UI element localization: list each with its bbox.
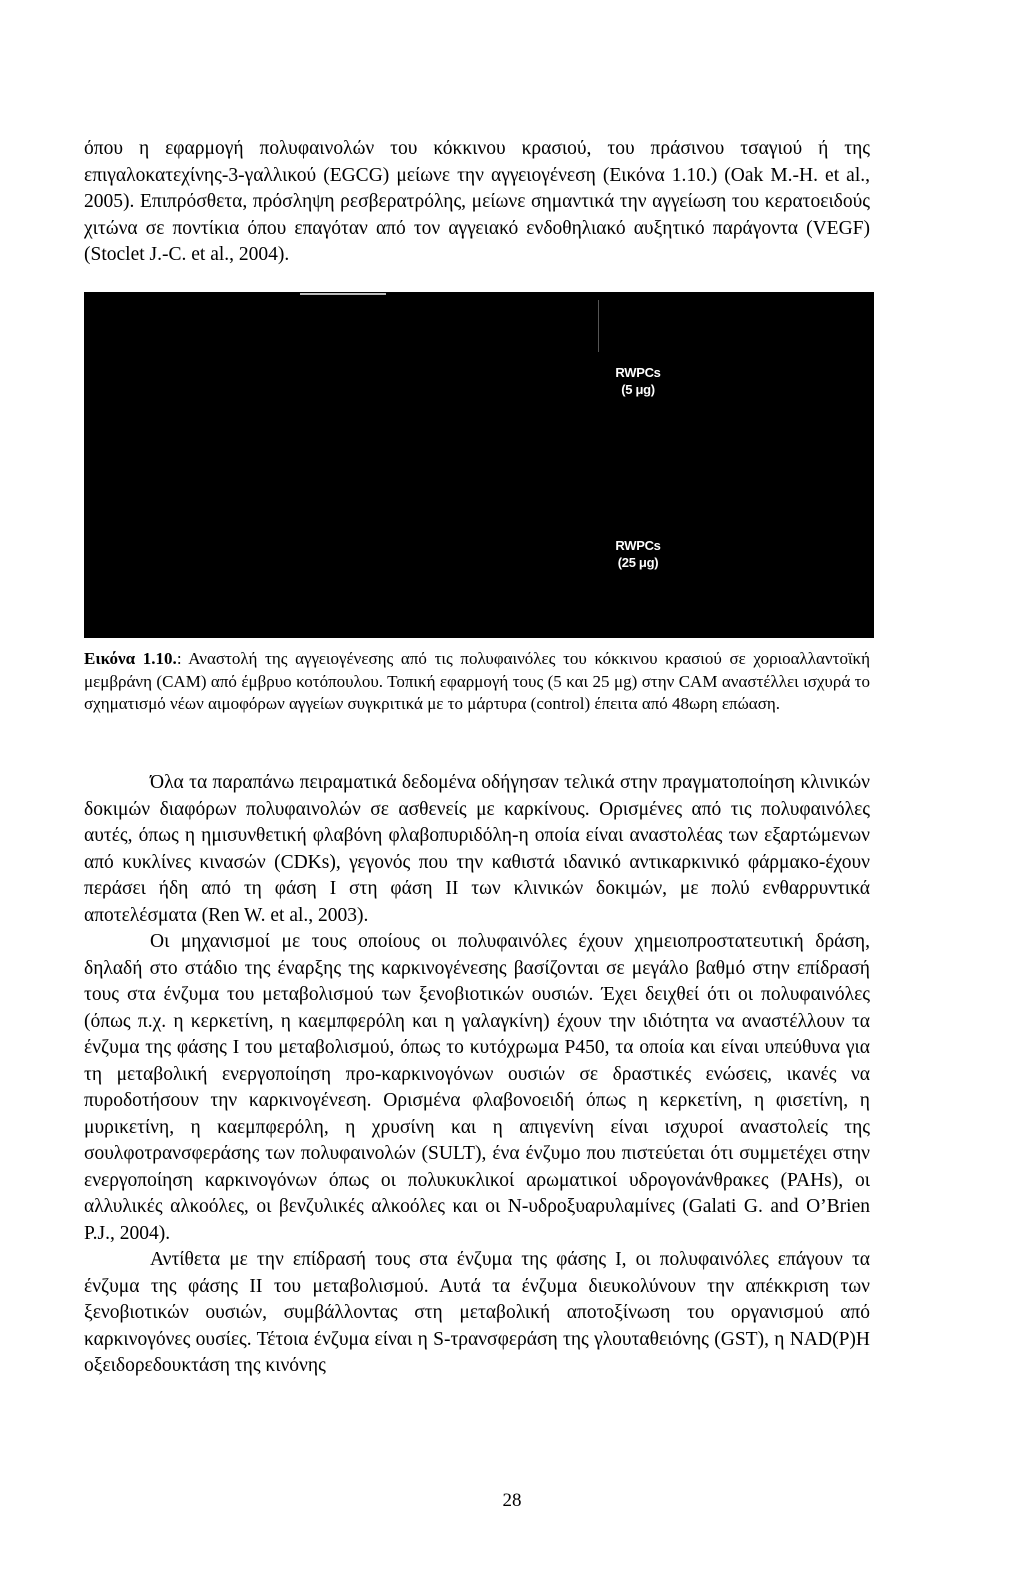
intro-text-block [84, 136, 870, 269]
figure-label-25ug-line-1: RWPCs [615, 538, 661, 553]
figure-label-25ug-line-2: (25 μg) [617, 555, 659, 570]
figure-artifact-line [598, 300, 599, 352]
cam-figure-photo [84, 292, 874, 638]
body-paragraph-2: Οι μηχανισμοί με τους οποίους οι πολυφαινόλες έχουν χημειοπροστατευτική δράση, δηλαδή στο στάδιο της έναρξης της καρκινογένεσης βασίζονται σε μεγάλο βαθμό στην επίδρασή τους στα ένζυμα του μεταβολισμού των ξενοβιοτικών ουσιών. Έχει δειχθεί ότι οι πολυφαινόλες (όπως π.χ. η κερκετίνη, η καεμπφερόλη και η γαλαγκίνη) έχουν την ιδιότητα να αναστέλλουν τα ένζυμα της φάσης Ι του μεταβολισμού, όπως το κυτόχρωμα P450, τα οποία και είναι υπεύθυνα για τη μεταβολική ενεργοποίηση προ-καρκινογόνων ουσιών σε δραστικές ενώσεις, ικανές να πυροδοτήσουν την καρκινογένεση. Ορισμένα φλαβονοειδή όπως η κερκετίνη, η φισετίνη, η μυρικετίνη, η καεμπφερόλη, η χρυσίνη και η απιγενίνη είναι ισχυροί αναστολείς της σουλφοτρανσφεράσης των πολυφαινολών (SULT), ένα ένζυμο που πιστεύεται ότι συμμετέχει στην ενεργοποίηση καρκινογόνων όπως οι πολυκυκλικοί αρωματικοί υδρογονάνθρακες (PAHs), οι αλλυλικές αλκοόλες, οι βενζυλικές αλκοόλες και οι N-υδροξυαρυλαμίνες (Galati G. and O’Brien P.J., 2004). [84, 931, 870, 1244]
page-number: 28 [502, 1490, 522, 1511]
intro-paragraph: όπου η εφαρμογή πολυφαινολών του κόκκινου κρασιού, του πράσινου τσαγιού ή της επιγαλοκατεχίνης-3-γαλλικού (EGCG) μείωνε την αγγειογένεση (Εικόνα 1.10.) (Oak M.-H. et al., 2005). Επιπρόσθετα, πρόσληψη ρεσβερατρόλης, μείωνε σημαντικά την αγγείωση του κερατοειδούς χιτώνα σε ποντίκια όπου επαγόταν από τον αγγειακό ενδοθηλιακό αυξητικό παράγοντα (VEGF) (Stoclet J.-C. et al., 2004). [84, 138, 870, 265]
figure-caption [84, 648, 870, 716]
figure-caption-label: Εικόνα 1.10. [84, 649, 177, 668]
figure-label-5ug [606, 364, 670, 398]
figure-label-5ug-line-1: RWPCs [615, 365, 661, 380]
figure-label-25ug [606, 537, 670, 571]
figure-caption-text: : Αναστολή της αγγειογένεσης από τις πολυφαινόλες του κόκκινου κρασιού σε χοριοαλλαντοϊκή μεμβράνη (CAM) από έμβρυο κοτόπουλου. Τοπική εφαρμογή τους (5 και 25 μg) στην CAM αναστέλλει ισχυρά το σχηματισμό νέων αιμοφόρων αγγείων συγκριτικά με το μάρτυρα (control) έπειτα από 48ωρη επώαση. [84, 649, 870, 714]
body-paragraph-3: Αντίθετα με την επίδρασή τους στα ένζυμα της φάσης Ι, οι πολυφαινόλες επάγουν τα ένζυμα της φάσης ΙΙ του μεταβολισμού. Αυτά τα ένζυμα διευκολύνουν την απέκκριση των ξενοβιοτικών ουσιών, συμβάλλοντας στη μεταβολική αποτοξίνωση του οργανισμού από καρκινογόνες ουσίες. Τέτοια ένζυμα είναι η S-τρανσφεράση της γλουταθειόνης (GST), η NAD(P)H οξειδορεδουκτάση της κινόνης [84, 1249, 870, 1376]
figure-artifact-top [300, 293, 386, 295]
body-paragraph-1: Όλα τα παραπάνω πειραματικά δεδομένα οδήγησαν τελικά στην πραγματοποίηση κλινικών δοκιμών διαφόρων πολυφαινολών σε ασθενείς με καρκίνους. Ορισμένες από τις πολυφαινόλες αυτές, όπως η ημισυνθετική φλαβόνη φλαβοπυριδόλη-η οποία είναι αναστολέας των εξαρτώμενων από κυκλίνες κινασών (CDKs), γεγονός που την καθιστά ιδανικό αντικαρκινικό φάρμακο-έχουν περάσει ήδη από τη φάση Ι στη φάση ΙΙ των κλινικών δοκιμών, με πολύ ενθαρρυντικά αποτελέσματα (Ren W. et al., 2003). [84, 772, 870, 926]
body-text-block [84, 770, 870, 1380]
figure-label-5ug-line-2: (5 μg) [621, 382, 655, 397]
